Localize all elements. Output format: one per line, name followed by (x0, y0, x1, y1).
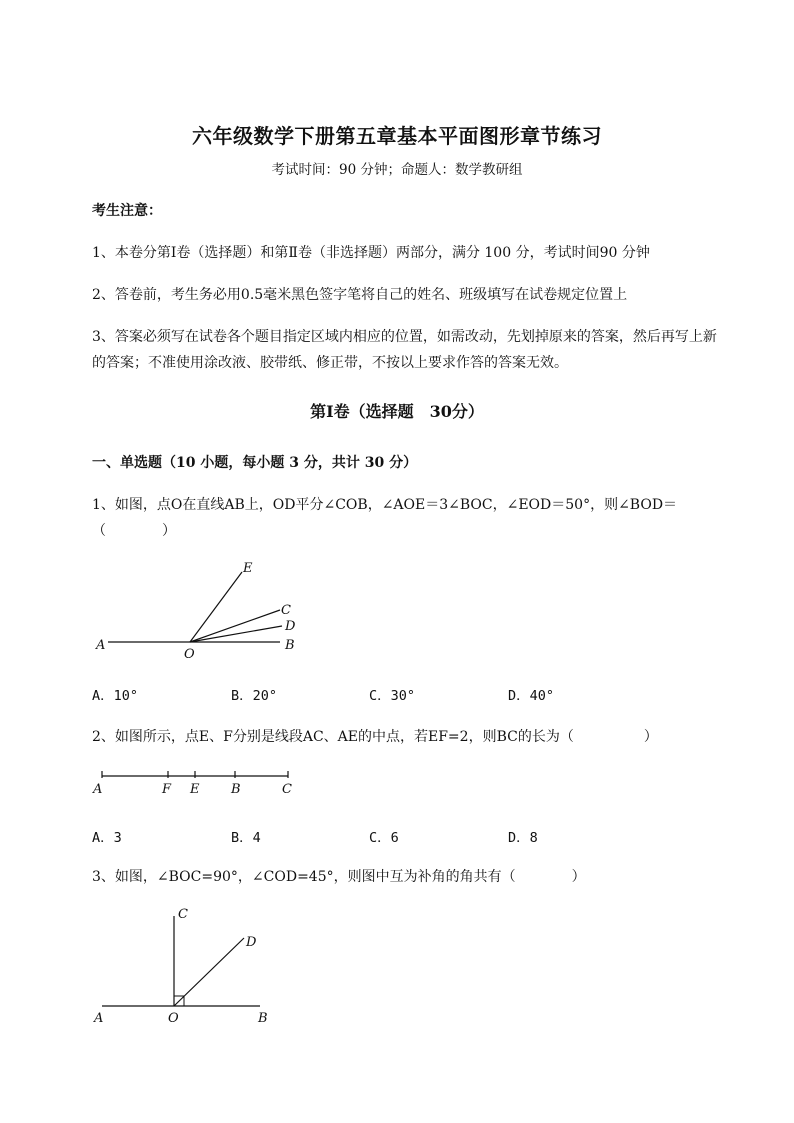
question-2-option-b: B．4 (231, 830, 261, 846)
question-1-option-b: B．20° (231, 688, 278, 704)
question-1-option-c: C．30° (369, 688, 416, 704)
question-1-answer-blank: （ ） (92, 523, 176, 539)
question-2-option-d: D．8 (508, 830, 538, 846)
label-e: E (243, 561, 253, 576)
label-b: B (258, 1011, 268, 1026)
notice-heading: 考生注意： (92, 203, 162, 219)
question-3-stem: 3、如图，∠BOC=90°，∠COD=45°，则图中互为补角的角共有（ ） (92, 869, 586, 885)
question-2-option-c: C．6 (369, 830, 399, 846)
question-2-figure (92, 766, 302, 802)
label-e: E (190, 782, 200, 797)
label-f: F (162, 782, 172, 797)
ray-oe (190, 572, 242, 642)
label-a: A (93, 782, 103, 797)
label-b: B (285, 638, 295, 653)
label-c: C (178, 907, 188, 922)
ray-od (190, 626, 282, 642)
question-2-stem: 2、如图所示，点E、F分别是线段AC、AE的中点，若EF=2，则BC的长为（ ） (92, 729, 658, 745)
question-3-figure (92, 900, 282, 1030)
question-1-figure (92, 560, 312, 660)
label-c: C (282, 782, 292, 797)
notice-item-1: 1、本卷分第Ⅰ卷（选择题）和第Ⅱ卷（非选择题）两部分，满分 100 分，考试时间90 分钟 (92, 245, 650, 261)
notice-item-2: 2、答卷前，考生务必用0.5毫米黑色签字笔将自己的姓名、班级填写在试卷规定位置上 (92, 287, 628, 303)
question-1-stem: 1、如图，点O在直线AB上，OD平分∠COB，∠AOE＝3∠BOC，∠EOD＝50°，则∠BOD＝ (92, 497, 678, 513)
part-title: 第Ⅰ卷（选择题 30分） (310, 402, 484, 421)
exam-info: 考试时间：90 分钟；命题人：数学教研组 (271, 162, 523, 178)
notice-item-3-continued: 的答案；不准使用涂改液、胶带纸、修正带，不按以上要求作答的答案无效。 (92, 355, 568, 371)
notice-item-3: 3、答案必须写在试卷各个题目指定区域内相应的位置，如需改动，先划掉原来的答案，然后再写上新 (92, 329, 717, 345)
question-1-option-d: D．40° (508, 688, 555, 704)
label-a: A (96, 638, 106, 653)
ray-oc (190, 610, 280, 642)
label-b: B (231, 782, 241, 797)
label-a: A (94, 1011, 104, 1026)
label-o: O (168, 1011, 179, 1026)
page-title: 六年级数学下册第五章基本平面图形章节练习 (192, 124, 602, 148)
label-d: D (246, 935, 257, 950)
question-1-option-a: A．10° (92, 688, 139, 704)
label-c: C (281, 603, 291, 618)
label-d: D (285, 619, 296, 634)
question-2-option-a: A．3 (92, 830, 122, 846)
section-heading: 一、单选题（10 小题，每小题 3 分，共计 30 分） (92, 455, 418, 471)
label-o: O (184, 647, 195, 662)
